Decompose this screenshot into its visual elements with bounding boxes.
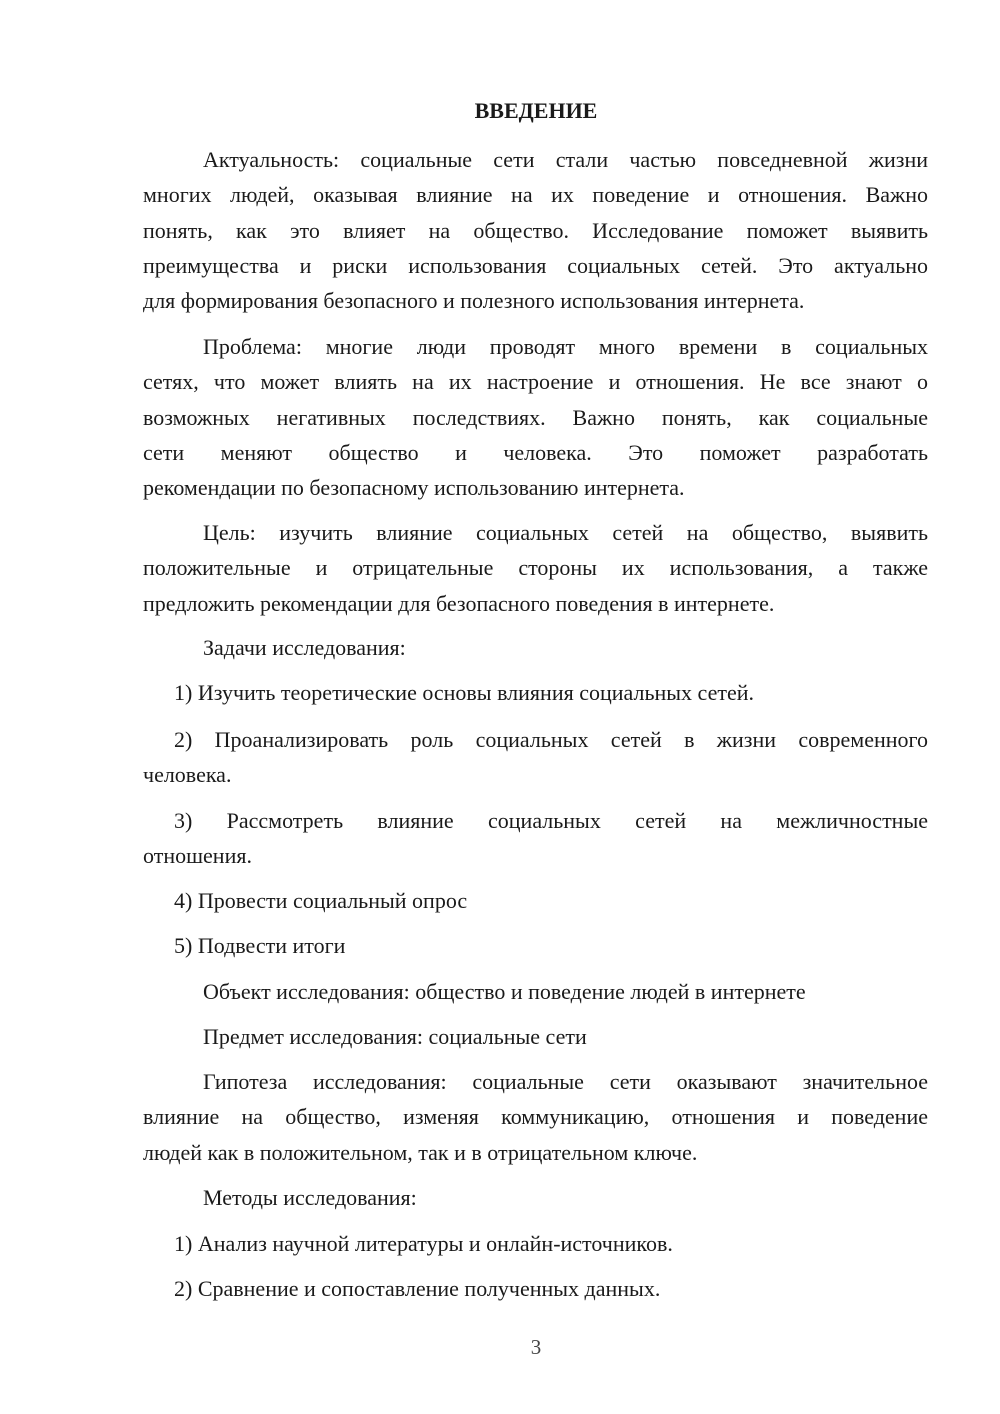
text-line: рекомендации по безопасному использованию интернета.: [143, 475, 685, 501]
subject-line: Предмет исследования: социальные сети: [203, 1024, 587, 1049]
task-item-5: 5) Подвести итоги: [174, 933, 346, 958]
tasks-title: Задачи исследования:: [203, 635, 406, 660]
method-item-1: 1) Анализ научной литературы и онлайн-источников.: [174, 1231, 673, 1256]
text-line: возможных негативных последствиях. Важно понять, как социальные: [143, 404, 928, 430]
relevance-paragraph: [143, 142, 928, 318]
problem-paragraph: [143, 329, 928, 505]
text-line: сети меняют общество и человека. Это поможет разработать: [143, 439, 928, 465]
text-line: влияние на общество, изменяя коммуникацию, отношения и поведение: [143, 1104, 928, 1130]
task-item-3: 3) Рассмотреть влияние социальных сетей на межличностные отношения.: [143, 808, 928, 869]
text-line: преимущества и риски использования социальных сетей. Это актуально: [143, 252, 928, 278]
object-line: Объект исследования: общество и поведение людей в интернете: [203, 979, 806, 1004]
hypothesis-paragraph: [143, 1064, 928, 1170]
text-line: для формирования безопасного и полезного использования интернета.: [143, 288, 805, 314]
text-line: Проблема: многие люди проводят много времени в социальных: [203, 334, 928, 359]
text-line: многих людей, оказывая влияние на их поведение и отношения. Важно: [143, 182, 928, 208]
text-line: понять, как это влияет на общество. Исследование поможет выявить: [143, 217, 928, 243]
text-line: людей как в положительном, так и в отрицательном ключе.: [143, 1139, 698, 1165]
method-item-2: 2) Сравнение и сопоставление полученных данных.: [174, 1276, 661, 1301]
task-item-1: 1) Изучить теоретические основы влияния социальных сетей.: [174, 680, 755, 705]
section-heading: ВВЕДЕНИЕ: [474, 98, 598, 123]
text-line: положительные и отрицательные стороны их использования, а также: [143, 555, 928, 581]
task-item-4: 4) Провести социальный опрос: [174, 888, 468, 913]
text-line: Цель: изучить влияние социальных сетей на общество, выявить: [203, 520, 928, 545]
goal-paragraph: [143, 515, 928, 621]
text-line: сетях, что может влиять на их настроение и отношения. Не все знают о: [143, 369, 928, 395]
task-item-2: 2) Проанализировать роль социальных сетей в жизни современного человека.: [143, 727, 928, 788]
text-line: Актуальность: социальные сети стали частью повседневной жизни: [203, 147, 928, 172]
methods-title: Методы исследования:: [203, 1185, 417, 1210]
text-line: предложить рекомендации для безопасного поведения в интернете.: [143, 590, 775, 616]
page-number: 3: [530, 1335, 542, 1359]
text-line: Гипотеза исследования: социальные сети оказывают значительное: [203, 1069, 928, 1094]
